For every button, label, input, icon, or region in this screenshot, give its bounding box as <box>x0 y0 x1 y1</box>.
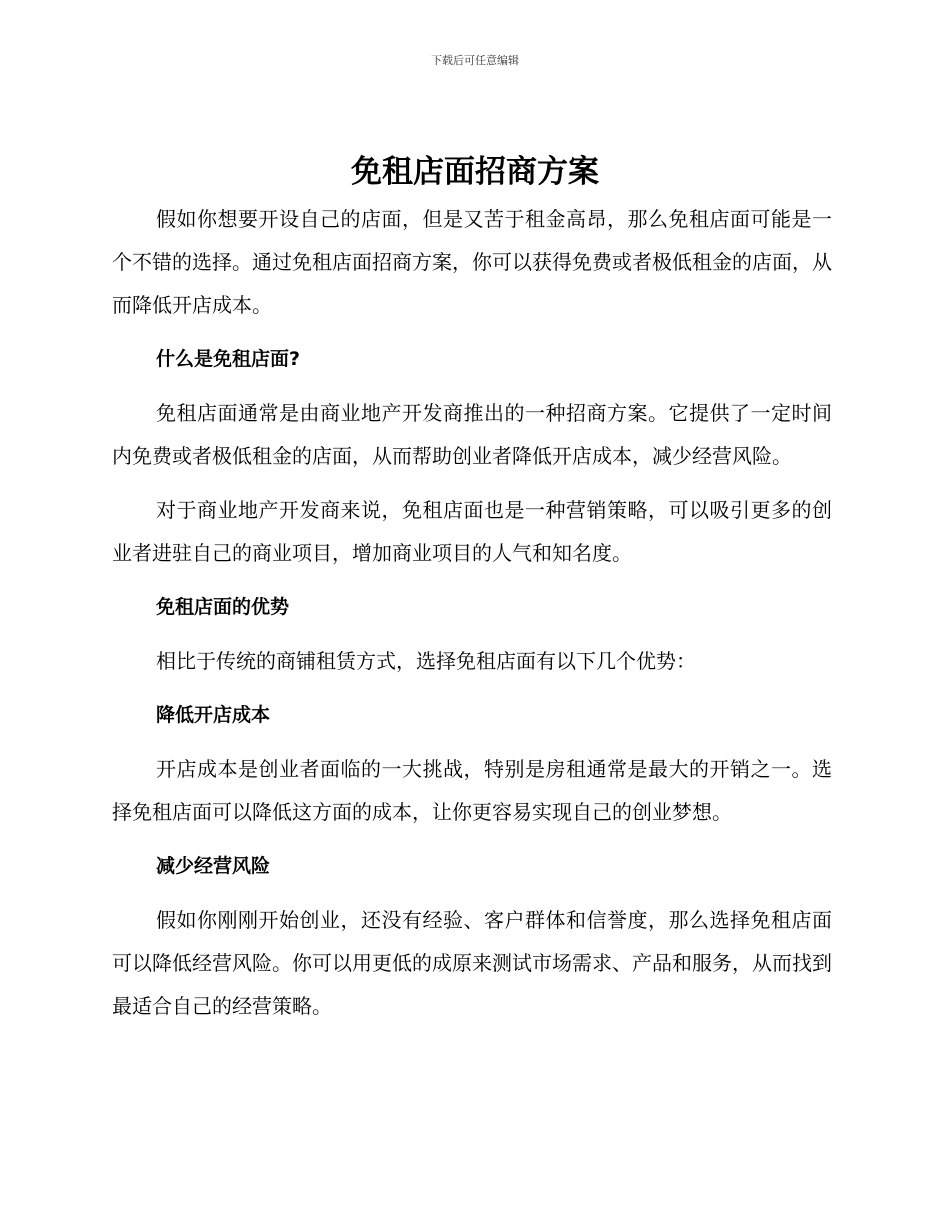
paragraph-advantages-intro: 相比于传统的商铺租赁方式，选择免租店面有以下几个优势： <box>156 649 696 673</box>
paragraph-definition: 免租店面通常是由商业地产开发商推出的一种招商方案。它提供了一定时间内免费或者极低租金的店面，从而帮助创业者降低开店成本，减少经营风险。 <box>112 401 832 468</box>
header-note: 下载后可任意编辑 <box>431 54 519 67</box>
section-heading-lower-cost: 降低开店成本 <box>156 704 271 726</box>
section-heading-what-is: 什么是免租店面? <box>156 348 301 370</box>
intro-paragraph: 假如你想要开设自己的店面，但是又苦于租金高昂，那么免租店面可能是一个不错的选择。通过免租店面招商方案，你可以获得免费或者极低租金的店面，从而降低开店成本。 <box>112 207 832 317</box>
paragraph-developer-strategy: 对于商业地产开发商来说，免租店面也是一种营销策略，可以吸引更多的创业者进驻自己的商业项目，增加商业项目的人气和知名度。 <box>112 498 832 565</box>
paragraph-reduce-risk: 假如你刚刚开始创业，还没有经验、客户群体和信誉度，那么选择免租店面可以降低经营风险。你可以用更低的成原来测试市场需求、产品和服务，从而找到最适合自己的经营策略。 <box>112 908 832 1018</box>
paragraph-lower-cost: 开店成本是创业者面临的一大挑战，特别是房租通常是最大的开销之一。选择免租店面可以降低这方面的成本，让你更容易实现自己的创业梦想。 <box>112 757 832 824</box>
section-heading-reduce-risk: 减少经营风险 <box>156 855 271 877</box>
document-title: 免租店面招商方案 <box>351 154 599 190</box>
section-heading-advantages: 免租店面的优势 <box>156 596 290 618</box>
document-body <box>112 198 832 1028</box>
